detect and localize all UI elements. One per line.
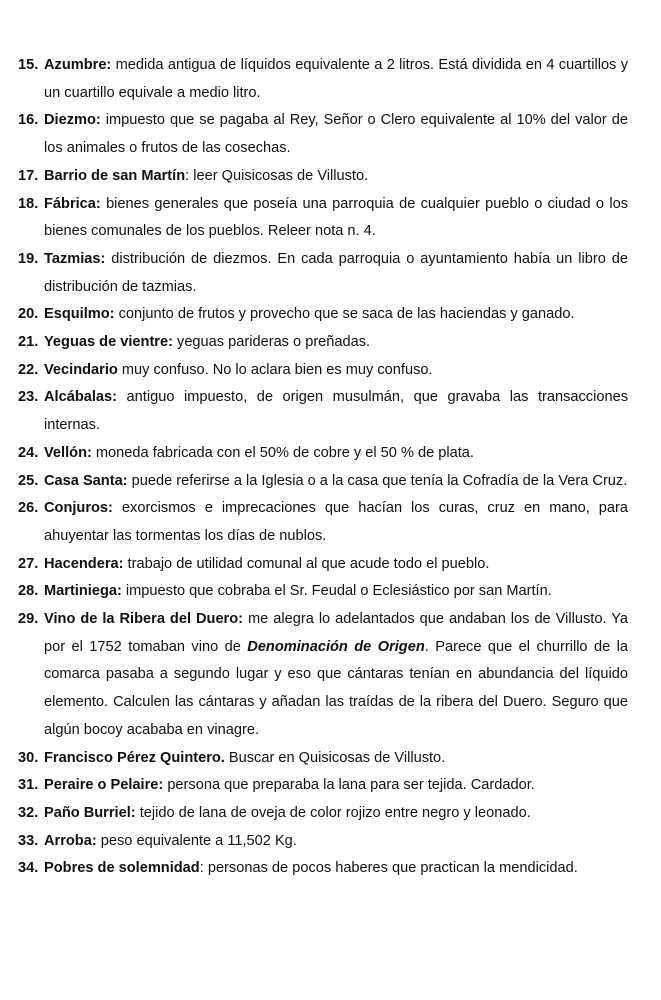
entry-definition: medida antigua de líquidos equivalente a 2 litros. Está dividida en 4 cuartillos y un cuartillo equivale a medio litro. bbox=[44, 57, 628, 101]
entry-text bbox=[44, 855, 628, 883]
entry-term: Azumbre: bbox=[44, 57, 112, 73]
glossary-entry bbox=[18, 800, 628, 828]
entry-text bbox=[44, 384, 628, 439]
glossary-entry bbox=[18, 107, 628, 162]
entry-term: Arroba: bbox=[44, 832, 97, 849]
entry-number: 22. bbox=[18, 361, 39, 378]
entry-number: 17. bbox=[18, 167, 39, 184]
entry-text bbox=[44, 163, 628, 191]
entry-text bbox=[44, 772, 628, 800]
glossary-entry bbox=[18, 246, 628, 301]
entry-definition: peso equivalente a 11,502 Kg. bbox=[96, 832, 297, 849]
entry-number: 27. bbox=[18, 555, 39, 572]
glossary-entry bbox=[18, 606, 628, 745]
glossary-entry bbox=[18, 578, 628, 606]
entry-text bbox=[44, 606, 628, 745]
glossary-entry bbox=[18, 191, 628, 246]
entry-text bbox=[44, 828, 628, 856]
entry-definition: moneda fabricada con el 50% de cobre y el 50 % de plata. bbox=[91, 444, 474, 461]
entry-definition: yeguas parideras o preñadas. bbox=[172, 334, 371, 351]
entry-definition: : personas de pocos haberes que practican la mendicidad. bbox=[199, 860, 578, 877]
entry-text bbox=[44, 440, 628, 468]
entry-definition: Buscar en Quisicosas de Villusto. bbox=[224, 749, 446, 766]
glossary-list bbox=[18, 52, 628, 883]
entry-term: Yeguas de vientre: bbox=[44, 334, 173, 351]
entry-definition: me alegra lo adelantados que andaban los de Villusto. Ya por el 1752 tomaban vino de bbox=[44, 611, 628, 655]
entry-number: 18. bbox=[18, 195, 39, 212]
glossary-entry bbox=[18, 163, 628, 191]
entry-text bbox=[44, 800, 628, 828]
entry-term: Vellón: bbox=[44, 444, 92, 461]
entry-text bbox=[44, 495, 628, 550]
entry-definition: antiguo impuesto, de origen musulmán, que gravaba las transacciones internas. bbox=[44, 389, 628, 434]
entry-number: 19. bbox=[18, 250, 39, 267]
entry-number: 21. bbox=[18, 334, 39, 351]
glossary-entry bbox=[18, 357, 628, 385]
entry-text bbox=[44, 551, 628, 579]
glossary-entry bbox=[18, 301, 628, 329]
glossary-entry bbox=[18, 384, 628, 439]
entry-term: Pobres de solemnidad bbox=[44, 860, 200, 877]
entry-definition: : leer Quisicosas de Villusto. bbox=[185, 167, 369, 184]
entry-text bbox=[44, 246, 628, 301]
entry-term: Hacendera: bbox=[44, 555, 124, 572]
entry-text bbox=[44, 191, 628, 246]
entry-number: 16. bbox=[18, 112, 39, 129]
entry-term: Fábrica: bbox=[44, 195, 101, 212]
entry-term: Barrio de san Martín bbox=[44, 167, 186, 184]
entry-number: 34. bbox=[18, 860, 39, 877]
entry-number: 33. bbox=[18, 832, 39, 849]
entry-definition: bienes generales que poseía una parroquia de cualquier pueblo o ciudad o los bienes comunales de los pueblos. Releer nota n. 4. bbox=[44, 195, 628, 240]
entry-text bbox=[44, 357, 628, 385]
entry-term: Martiniega: bbox=[44, 583, 122, 600]
entry-number: 29. bbox=[18, 611, 39, 628]
entry-term: Conjuros: bbox=[44, 500, 113, 517]
entry-number: 15. bbox=[18, 57, 39, 73]
entry-number: 23. bbox=[18, 389, 39, 406]
entry-text bbox=[44, 52, 628, 107]
entry-text bbox=[44, 329, 628, 357]
entry-term: Diezmo: bbox=[44, 112, 101, 129]
glossary-entry bbox=[18, 745, 628, 773]
glossary-entry bbox=[18, 551, 628, 579]
entry-text bbox=[44, 301, 628, 329]
glossary-entry bbox=[18, 468, 628, 496]
entry-term: Vecindario bbox=[44, 361, 118, 378]
entry-number: 28. bbox=[18, 583, 39, 600]
entry-number: 26. bbox=[18, 500, 39, 517]
entry-definition: trabajo de utilidad comunal al que acude todo el pueblo. bbox=[123, 555, 490, 572]
glossary-entry bbox=[18, 828, 628, 856]
entry-definition: impuesto que se pagaba al Rey, Señor o Clero equivalente al 10% del valor de los animales o frutos de las cosechas. bbox=[44, 112, 628, 157]
glossary-entry bbox=[18, 440, 628, 468]
entry-definition: muy confuso. No lo aclara bien es muy confuso. bbox=[117, 361, 433, 378]
entry-number: 30. bbox=[18, 749, 39, 766]
glossary-entry bbox=[18, 855, 628, 883]
entry-term: Vino de la Ribera del Duero: bbox=[44, 611, 244, 628]
entry-definition: impuesto que cobraba el Sr. Feudal o Eclesiástico por san Martín. bbox=[121, 583, 552, 600]
entry-text bbox=[44, 745, 628, 773]
glossary-entry bbox=[18, 772, 628, 800]
entry-number: 20. bbox=[18, 306, 39, 323]
entry-definition: . Parece que el churrillo de la comarca pasaba a segundo lugar y eso que cántaras tenían en abundancia del líquido elemento. Calculen las cántaras y añadan las traídas de la ribera del Duero. Seguro que algún bocoy acababa en vinagre. bbox=[44, 638, 628, 738]
entry-definition: persona que preparaba la lana para ser tejida. Cardador. bbox=[163, 777, 535, 794]
entry-text bbox=[44, 578, 628, 606]
entry-term: Paño Burriel: bbox=[44, 804, 136, 821]
glossary-entry bbox=[18, 329, 628, 357]
entry-definition: puede referirse a la Iglesia o a la casa que tenía la Cofradía de la Vera Cruz. bbox=[127, 472, 628, 489]
entry-number: 25. bbox=[18, 472, 39, 489]
entry-term: Tazmias: bbox=[44, 250, 106, 267]
entry-number: 24. bbox=[18, 444, 39, 461]
glossary-entry bbox=[18, 52, 628, 107]
entry-number: 32. bbox=[18, 804, 39, 821]
entry-term: Esquilmo: bbox=[44, 306, 115, 323]
entry-definition: distribución de diezmos. En cada parroquia o ayuntamiento había un libro de distribución de tazmias. bbox=[44, 250, 628, 295]
entry-emphasis: Denominación de Origen bbox=[247, 638, 425, 655]
entry-definition: tejido de lana de oveja de color rojizo entre negro y leonado. bbox=[135, 804, 531, 821]
entry-term: Casa Santa: bbox=[44, 472, 128, 489]
entry-term: Francisco Pérez Quintero. bbox=[44, 749, 225, 766]
entry-number: 31. bbox=[18, 777, 39, 794]
entry-term: Alcábalas: bbox=[44, 389, 118, 406]
entry-text bbox=[44, 107, 628, 162]
entry-definition: conjunto de frutos y provecho que se saca de las haciendas y ganado. bbox=[114, 306, 575, 323]
entry-text bbox=[44, 468, 628, 496]
entry-term: Peraire o Pelaire: bbox=[44, 777, 164, 794]
glossary-entry bbox=[18, 495, 628, 550]
entry-definition: exorcismos e imprecaciones que hacían los curas, cruz en mano, para ahuyentar las tormentas los días de nublos. bbox=[44, 500, 628, 544]
